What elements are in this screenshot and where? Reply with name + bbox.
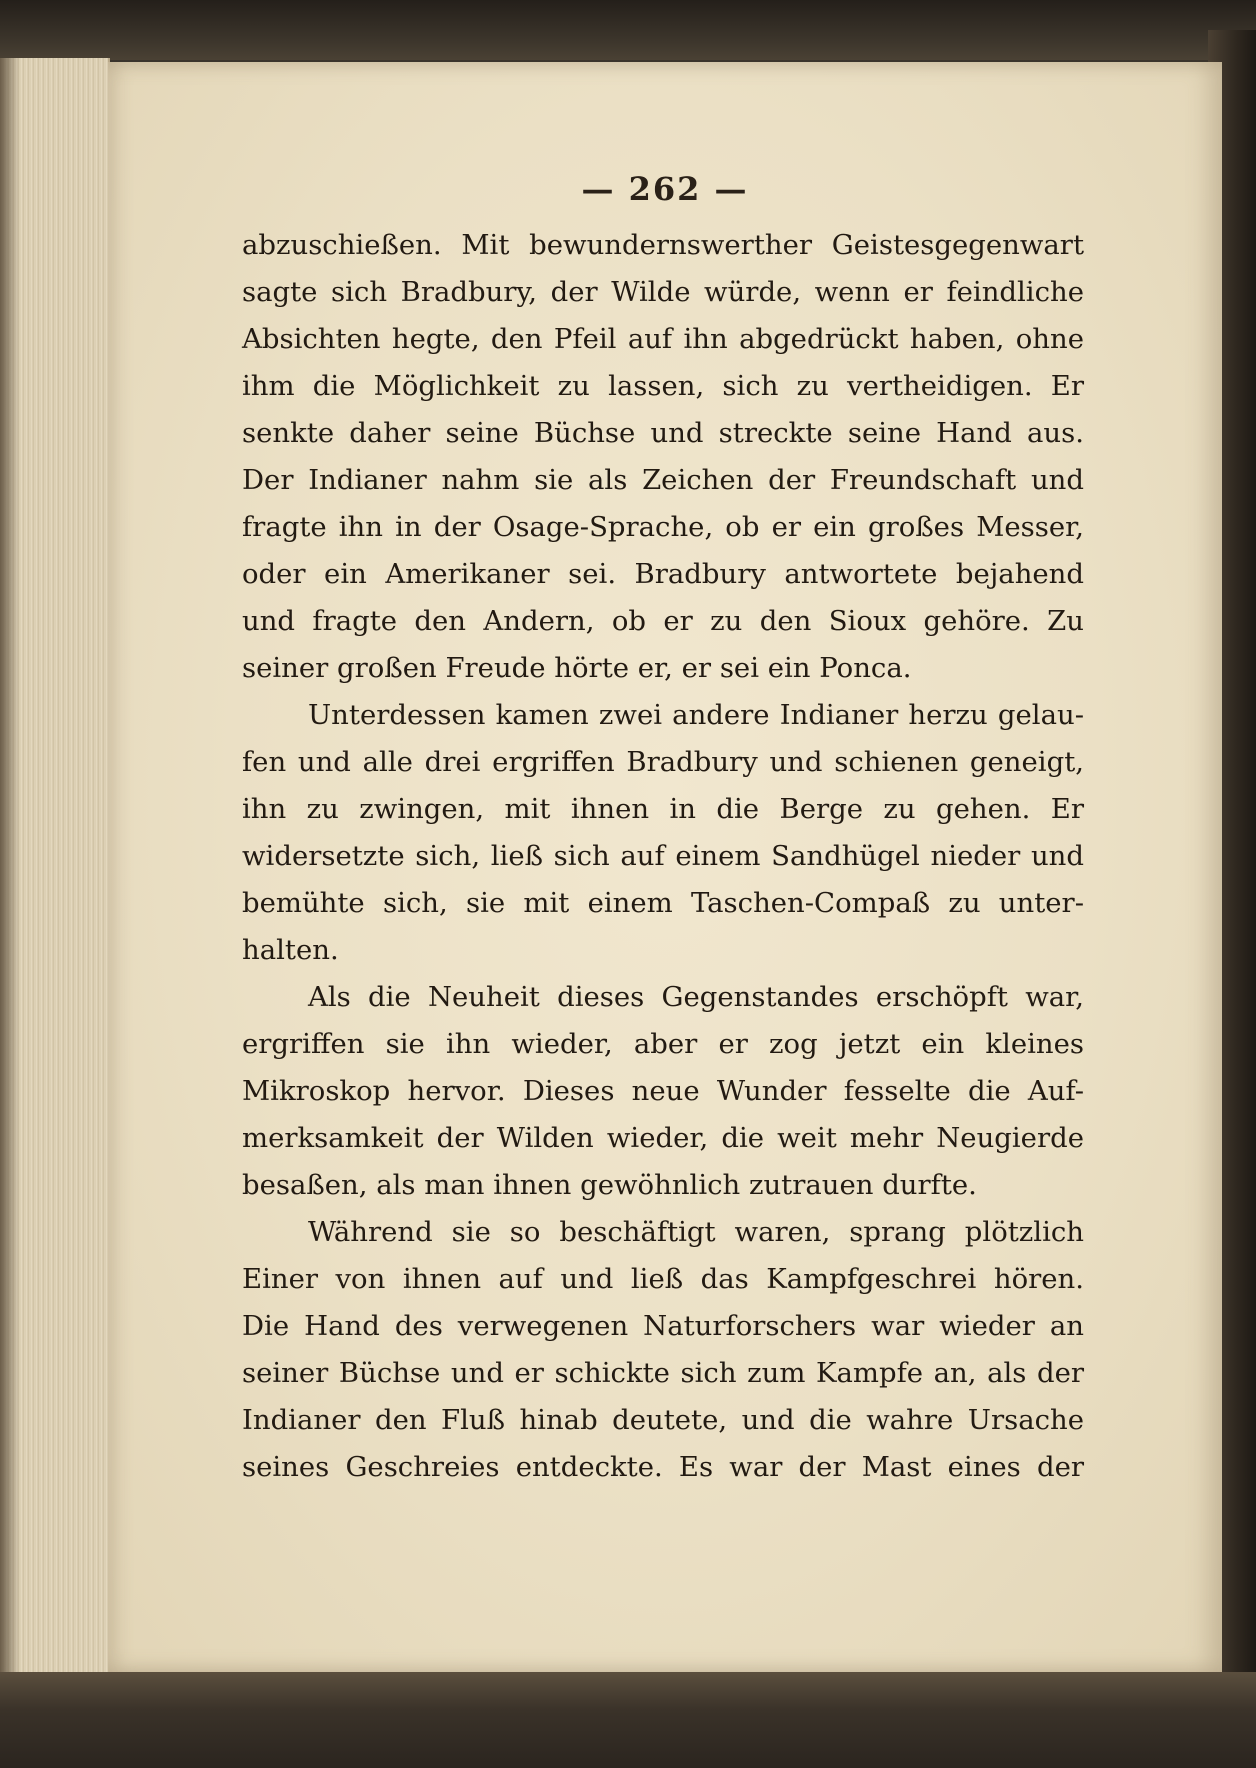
page-text-block (242, 222, 1084, 1491)
text-line: merksamkeit der Wilden wieder, die weit mehr Neugierde (242, 1122, 1084, 1154)
book-page (108, 62, 1222, 1672)
text-line: Indianer den Fluß hinab deutete, und die wahre Ursache (242, 1404, 1084, 1436)
text-line: Als die Neuheit dieses Gegenstandes erschöpft war, (308, 981, 1084, 1013)
text-line: halten. (242, 934, 339, 966)
text-line: Der Indianer nahm sie als Zeichen der Freundschaft und (242, 464, 1084, 496)
text-line: senkte daher seine Büchse und streckte seine Hand aus. (242, 417, 1084, 449)
page-stack-shadow (0, 58, 20, 1678)
text-line: ihm die Möglichkeit zu lassen, sich zu vertheidigen. Er (242, 370, 1084, 402)
page-number: — 262 — (581, 170, 749, 208)
text-line: sagte sich Bradbury, der Wilde würde, wenn er feindliche (242, 276, 1084, 308)
text-line: Unterdessen kamen zwei andere Indianer herzu gelau- (308, 699, 1084, 731)
text-line: Mikroskop hervor. Dieses neue Wunder fesselte die Auf- (242, 1075, 1084, 1107)
text-line: fen und alle drei ergriffen Bradbury und schienen geneigt, (242, 746, 1084, 778)
text-line: oder ein Amerikaner sei. Bradbury antwortete bejahend (242, 558, 1084, 590)
text-line: Während sie so beschäftigt waren, sprang plötzlich (308, 1216, 1084, 1248)
book-top-edge (0, 0, 1256, 60)
text-line: widersetzte sich, ließ sich auf einem Sandhügel nieder und (242, 840, 1084, 872)
text-line: abzuschießen. Mit bewundernswerther Geistesgegenwart (242, 229, 1084, 261)
text-line: fragte ihn in der Osage-Sprache, ob er ein großes Messer, (242, 511, 1084, 543)
text-line: Einer von ihnen auf und ließ das Kampfgeschrei hören. (242, 1263, 1084, 1295)
text-line: seines Geschreies entdeckte. Es war der Mast eines der (242, 1451, 1084, 1483)
text-line: und fragte den Andern, ob er zu den Sioux gehöre. Zu (242, 605, 1084, 637)
text-line: ergriffen sie ihn wieder, aber er zog jetzt ein kleines (242, 1028, 1084, 1060)
text-line: Die Hand des verwegenen Naturforschers war wieder an (242, 1310, 1084, 1342)
text-line: Absichten hegte, den Pfeil auf ihn abgedrückt haben, ohne (242, 323, 1084, 355)
text-line: seiner großen Freude hörte er, er sei ein Ponca. (242, 652, 912, 684)
text-line: bemühte sich, sie mit einem Taschen-Compaß zu unter- (242, 887, 1084, 919)
text-line: ihn zu zwingen, mit ihnen in die Berge zu gehen. Er (242, 793, 1084, 825)
book-bottom-edge (0, 1672, 1256, 1768)
text-line: seiner Büchse und er schickte sich zum Kampfe an, als der (242, 1357, 1084, 1389)
text-line: besaßen, als man ihnen gewöhnlich zutrauen durfte. (242, 1169, 977, 1201)
